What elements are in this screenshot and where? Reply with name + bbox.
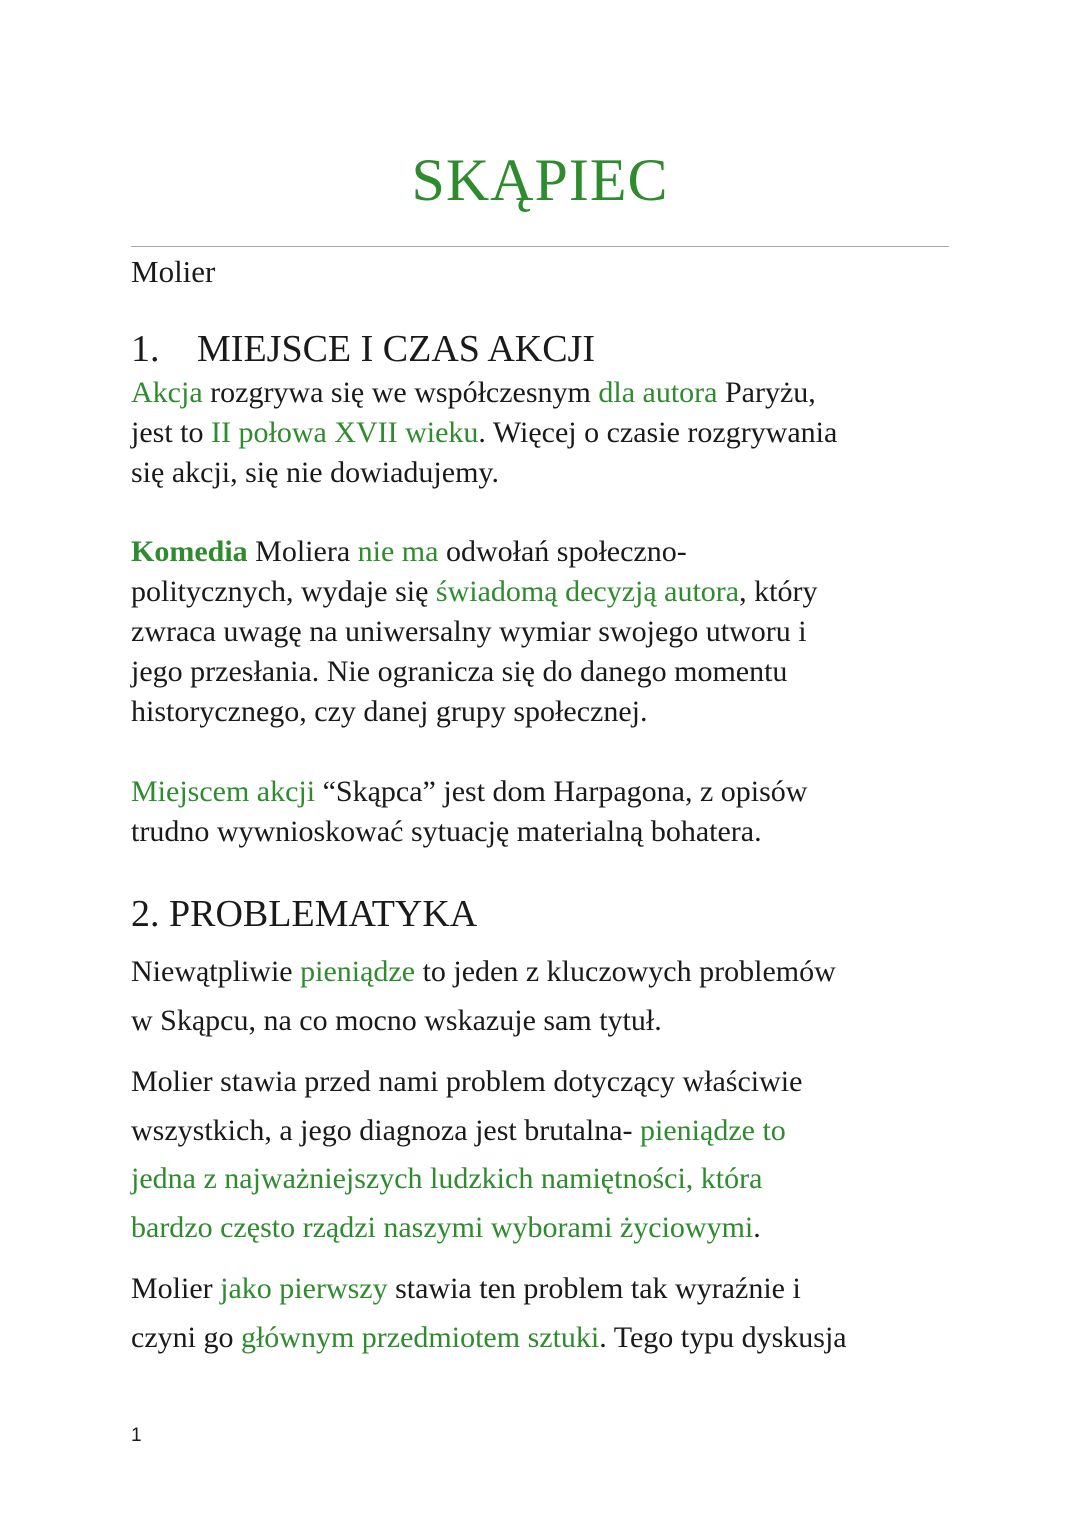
text-line (131, 532, 971, 572)
text-line (131, 772, 971, 812)
body-text: Moliera (247, 535, 358, 568)
highlight-text: II połowa XVII wieku (211, 416, 479, 449)
section-1-heading (131, 325, 595, 373)
text-line: jego przesłania. Nie ogranicza się do danego momentu (131, 655, 788, 688)
body-text: politycznych, wydaje się (131, 575, 436, 608)
body-text: Molier (131, 1272, 221, 1305)
body-text: “Skąpca” jest dom Harpagona, z opisów (315, 775, 808, 808)
section-2-heading: 2. PROBLEMATYKA (131, 893, 478, 935)
highlight-text: pieniądze to (640, 1113, 786, 1147)
text-line (131, 572, 971, 612)
text-line (131, 413, 971, 453)
highlight-text: głównym przedmiotem sztuki (240, 1320, 600, 1354)
body-text: rozgrywa się we współczesnym (202, 376, 599, 409)
body-text: , który (739, 575, 818, 608)
highlight-text: bardzo często rządzi naszymi wyborami życiowymi (131, 1210, 754, 1244)
section-2-paragraph-2 (131, 1058, 971, 1252)
body-text: Niewątpliwie (131, 955, 301, 988)
highlight-text: jako pierwszy (220, 1272, 388, 1305)
section-2-paragraph-3 (131, 1265, 971, 1362)
section-1-paragraph-2 (131, 532, 971, 732)
page-title: SKĄPIEC (411, 147, 669, 213)
highlight-text: świadomą decyzją autora (435, 575, 740, 608)
highlight-text: Akcja (131, 376, 203, 409)
highlight-text: dla autora (598, 376, 718, 409)
body-text: czyni go (131, 1320, 241, 1354)
title-divider (131, 246, 949, 247)
section-1-title: MIEJSCE I CZAS AKCJI (197, 328, 595, 370)
body-text: odwołań społeczno- (438, 535, 687, 568)
body-text: to jeden z kluczowych problemów (415, 955, 836, 988)
page-number: 1 (131, 1425, 142, 1446)
text-line (131, 1314, 971, 1363)
section-1-number: 1. (131, 328, 160, 370)
body-text: . Tego typu dyskusja (599, 1320, 847, 1354)
text-line (131, 1204, 971, 1253)
text-line (131, 948, 971, 997)
highlight-line: jedna z najważniejszych ludzkich namiętności, która (131, 1162, 763, 1195)
section-2-paragraph-1 (131, 948, 971, 1045)
text-line: Molier stawia przed nami problem dotyczący właściwie (131, 1065, 803, 1098)
section-1-paragraph-1 (131, 373, 971, 493)
highlight-text: Miejscem akcji (131, 775, 316, 808)
author-name: Molier (131, 254, 216, 289)
text-line: się akcji, się nie dowiadujemy. (131, 456, 499, 489)
highlight-text: pieniądze (300, 955, 416, 988)
body-text: . (753, 1210, 761, 1244)
text-line: trudno wywnioskować sytuację materialną bohatera. (131, 815, 762, 848)
section-1-paragraph-3 (131, 772, 971, 852)
text-line: zwraca uwagę na uniwersalny wymiar swojego utworu i (131, 615, 807, 648)
text-line: w Skąpcu, na co mocno wskazuje sam tytuł. (131, 1003, 662, 1037)
body-text: wszystkich, a jego diagnoza jest brutalna- (131, 1113, 641, 1147)
body-text: stawia ten problem tak wyraźnie i (387, 1272, 801, 1305)
body-text: Paryżu, (717, 376, 816, 409)
highlight-text: nie ma (357, 535, 439, 568)
text-line: historycznego, czy danej grupy społecznej. (131, 695, 648, 728)
bold-highlight-text: Komedia (131, 535, 248, 568)
body-text: jest to (131, 416, 211, 449)
text-line (131, 1265, 971, 1314)
text-line (131, 373, 971, 413)
text-line (131, 1107, 971, 1156)
body-text: . Więcej o czasie rozgrywania (478, 416, 838, 449)
